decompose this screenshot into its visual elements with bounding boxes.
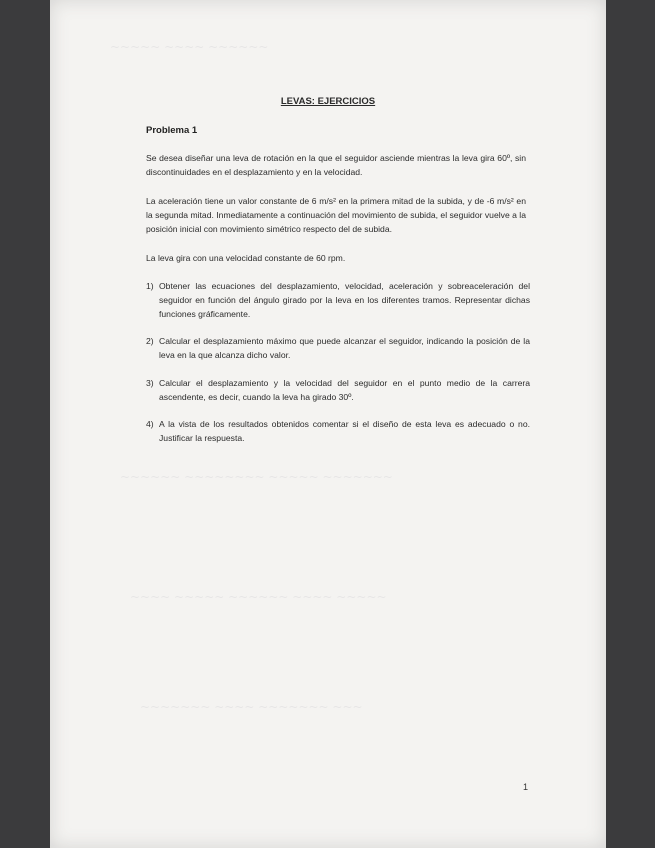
question-text: Calcular el desplazamiento máximo que puede alcanzar el seguidor, indicando la posición de la leva en la que alcanza dicho valor. [159, 336, 530, 360]
show-through-texture: ~~~~ ~~~~~ ~~~~~~ ~~~~ ~~~~~ [130, 590, 387, 604]
question-number: 2) [146, 336, 154, 346]
question-text: A la vista de los resultados obtenidos comentar si el diseño de esta leva es adecuado o no. Justificar la respuesta. [159, 419, 530, 443]
paragraph-speed: La leva gira con una velocidad constante de 60 rpm. [146, 253, 346, 263]
question-number: 4) [146, 419, 154, 429]
show-through-texture: ~~~~~~ ~~~~~~~~ ~~~~~ ~~~~~~~ [120, 470, 393, 484]
question-1 [146, 280, 530, 321]
question-3 [146, 377, 530, 405]
question-2 [146, 335, 530, 363]
question-text: Obtener las ecuaciones del desplazamiento, velocidad, aceleración y sobreaceleración del seguidor en función del ángulo girado por la leva en los diferentes tramos. Representar dichas funciones gráficamente. [159, 281, 530, 319]
document-page [50, 0, 606, 848]
show-through-texture: ~~~~~~~ ~~~~ ~~~~~~~ ~~~ [140, 700, 363, 714]
show-through-texture: ~~~~~ ~~~~ ~~~~~~ [110, 40, 269, 54]
question-number: 1) [146, 281, 154, 291]
page-title: LEVAS: EJERCICIOS [280, 96, 376, 107]
problem-heading: Problema 1 [146, 125, 198, 136]
question-text: Calcular el desplazamiento y la velocidad del seguidor en el punto medio de la carrera ascendente, es decir, cuando la leva ha girado 30º. [159, 378, 530, 402]
page-number: 1 [523, 782, 529, 792]
question-number: 3) [146, 378, 154, 388]
paragraph-acceleration: La aceleración tiene un valor constante de 6 m/s² en la primera mitad de la subida, y de -6 m/s² en la segunda mitad. Inmediatamente a continuación del movimiento de subida, el seguidor vuelve a la posición inicial con movimiento simétrico respecto del de subida. [146, 196, 526, 234]
question-4 [146, 418, 530, 446]
paragraph-statement: Se desea diseñar una leva de rotación en la que el seguidor asciende mientras la leva gira 60º, sin discontinuidades en el desplazamiento y en la velocidad. [146, 153, 526, 177]
